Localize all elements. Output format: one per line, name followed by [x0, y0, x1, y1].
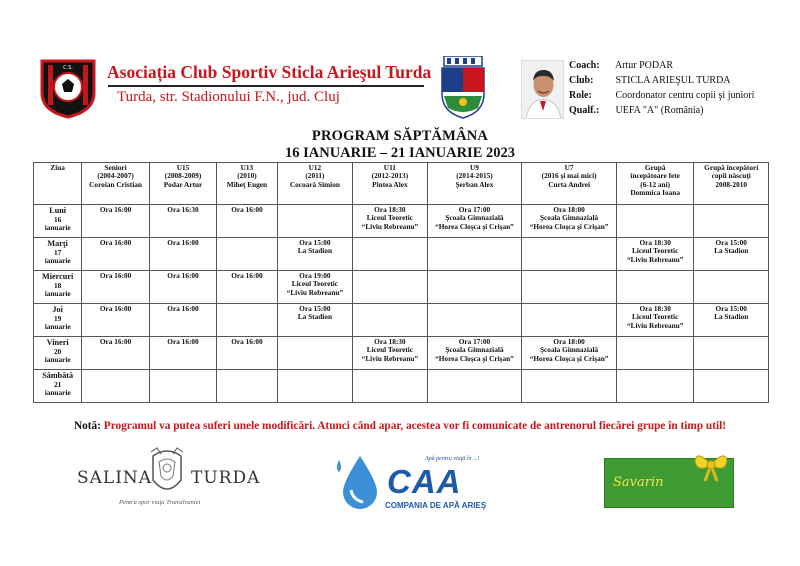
schedule-cell	[353, 337, 428, 370]
table-row	[34, 337, 769, 370]
session-line: Ora 17:00	[458, 205, 491, 214]
session-line: Ora 16:30	[167, 205, 199, 214]
club-address: Turda, str. Stadionului F.N., jud. Cluj	[117, 89, 340, 105]
header-group	[427, 163, 522, 205]
day-name: Joi	[52, 305, 63, 314]
schedule-cell	[694, 238, 769, 271]
header-line: Curta Andrei	[548, 179, 591, 189]
schedule-cell	[149, 370, 216, 403]
program-date-range: 16 IANUARIE – 21 IANUARIE 2023	[284, 145, 515, 161]
session-line: “Liviu Rebreanu”	[626, 320, 684, 330]
header-line: U9	[470, 163, 479, 172]
schedule-cell	[353, 205, 428, 238]
schedule-cell	[149, 337, 216, 370]
day-date: 16	[54, 215, 62, 224]
header-line: (2010)	[237, 171, 257, 181]
program-title: PROGRAM SĂPTĂMÂNA	[311, 128, 489, 144]
salina-word: SALINA	[77, 468, 153, 488]
session-line: Ora 18:30	[639, 238, 671, 247]
session-line: “Horea Cloşca şi Crişan”	[529, 221, 609, 231]
header-group	[522, 163, 617, 205]
schedule-cell	[522, 337, 617, 370]
schedule-cell	[694, 205, 769, 238]
session-line: Ora 16:00	[99, 271, 132, 280]
day-date: 21	[54, 380, 62, 389]
header-line: Seniori	[104, 163, 127, 172]
schedule-cell	[427, 271, 522, 304]
schedule-cell	[277, 238, 353, 271]
schedule-cell	[353, 238, 428, 271]
session-line: Ora 16:00	[167, 337, 199, 346]
schedule-cell	[82, 238, 149, 271]
schedule-cell	[616, 205, 694, 238]
day-date: ianuarie	[44, 322, 71, 332]
day-cell	[34, 238, 82, 271]
session-line: Ora 18:30	[639, 304, 671, 313]
header-line: 2008-2010	[715, 179, 748, 189]
schedule-cell	[616, 337, 694, 370]
header-line: Podar Artur	[163, 179, 203, 189]
header-group	[149, 163, 216, 205]
day-date: ianuarie	[44, 256, 71, 266]
header-group	[217, 163, 277, 205]
coach-row-role	[569, 88, 754, 103]
header-line: Şerban Alex	[455, 179, 494, 189]
schedule-cell	[217, 238, 277, 271]
coach-value: Artur PODAR	[614, 60, 674, 71]
schedule-cell	[277, 337, 353, 370]
session-line: Ora 18:30	[374, 205, 406, 214]
header-line: (6-12 ani)	[640, 179, 671, 189]
session-line: “Horea Cloşca şi Crişan”	[529, 353, 609, 363]
table-row	[34, 205, 769, 238]
day-date: 19	[54, 314, 62, 323]
session-line: Ora 16:00	[99, 337, 132, 346]
day-name: Marţi	[47, 239, 68, 248]
schedule-cell	[82, 205, 149, 238]
schedule-cell	[82, 304, 149, 337]
schedule-cell	[616, 271, 694, 304]
header-group	[277, 163, 353, 205]
table-body	[34, 205, 769, 403]
schedule-cell	[82, 337, 149, 370]
schedule-cell	[149, 304, 216, 337]
coach-portrait-icon	[522, 61, 564, 119]
session-line: Ora 15:00	[299, 304, 331, 313]
day-cell	[34, 271, 82, 304]
note-text: Programul va putea suferi unele modificări. Atunci când apar, acestea vor fi comunicate de antrenorul fiecărei grupe în timp util!	[103, 420, 727, 432]
header-line: U15	[176, 163, 190, 172]
schedule-cell	[694, 337, 769, 370]
schedule-cell	[616, 304, 694, 337]
schedule-cell	[149, 238, 216, 271]
schedule-cell	[522, 271, 617, 304]
savarin-name: Savarin	[613, 475, 664, 490]
session-line: Şcoala Gimnazială	[445, 345, 504, 355]
header-line: (2014-2015)	[456, 171, 493, 181]
session-line: Ora 15:00	[715, 238, 747, 247]
header-line: (2008-2009)	[164, 171, 202, 181]
table-row	[34, 238, 769, 271]
session-line: Ora 19:00	[299, 271, 331, 280]
header-group	[694, 163, 769, 205]
schedule-cell	[353, 304, 428, 337]
salina-emblem-icon	[147, 446, 187, 502]
schedule-cell	[353, 271, 428, 304]
session-line: Ora 16:00	[231, 271, 263, 280]
sponsor-salina-turda	[75, 446, 261, 516]
header-line: Grupă	[644, 163, 666, 172]
schedule-cell	[82, 370, 149, 403]
header-day	[34, 163, 82, 205]
day-cell	[34, 370, 82, 403]
schedule-cell	[427, 238, 522, 271]
schedule-table	[33, 162, 769, 403]
session-line: Ora 16:00	[231, 205, 263, 214]
coach-photo	[521, 60, 564, 119]
session-line: “Liviu Rebreanu”	[626, 254, 684, 264]
salina-tagline: Pentru spor viaţa Transilvaniei	[119, 499, 201, 506]
schedule-cell	[353, 370, 428, 403]
club-name: Asociația Club Sportiv Sticla Arieşul Turda	[107, 62, 432, 82]
day-date: 20	[54, 347, 62, 356]
header-line: copii născuţi	[711, 171, 751, 181]
day-name: Luni	[49, 206, 67, 215]
day-cell	[34, 205, 82, 238]
sponsor-savarin	[604, 458, 734, 508]
note-label: Notă:	[73, 420, 101, 432]
day-name: Vineri	[46, 338, 69, 347]
coach-row-club	[569, 73, 754, 88]
session-line: Ora 18:30	[374, 337, 406, 346]
schedule-cell	[694, 370, 769, 403]
table-row	[34, 304, 769, 337]
header-line: U7	[564, 163, 574, 172]
day-date: ianuarie	[44, 355, 71, 365]
water-drop-icon	[333, 452, 387, 512]
header-line: U12	[308, 163, 322, 172]
session-line: Liceul Teoretic	[632, 312, 679, 322]
club-label: Club:	[569, 75, 594, 86]
session-line: Ora 16:00	[99, 205, 132, 214]
schedule-cell	[217, 271, 277, 304]
session-line: Şcoala Gimnazială	[540, 213, 599, 223]
session-line: Liceul Teoretic	[632, 246, 679, 256]
schedule-cell	[149, 271, 216, 304]
table-row	[34, 271, 769, 304]
header-line: U11	[383, 163, 396, 172]
yellow-bow-icon	[691, 447, 731, 483]
table-header-row	[34, 163, 769, 205]
header-line: Miheţ Eugen	[226, 179, 268, 189]
session-line: Ora 16:00	[167, 271, 199, 280]
schedule-cell	[217, 205, 277, 238]
schedule-cell	[522, 238, 617, 271]
session-line: “Liviu Rebreanu”	[361, 353, 419, 363]
coach-label: Coach:	[569, 60, 600, 71]
day-date: 17	[54, 248, 62, 257]
header-group	[82, 163, 149, 205]
header-group	[616, 163, 694, 205]
club-value: STICLA ARIEŞUL TURDA	[615, 75, 731, 86]
session-line: Ora 15:00	[715, 304, 747, 313]
session-line: “Horea Cloşca şi Crişan”	[435, 353, 514, 363]
coach-row-name	[569, 58, 754, 73]
schedule-cell	[277, 271, 353, 304]
schedule-cell	[522, 304, 617, 337]
caa-tagline: Apă pentru viaţă în ...!	[425, 456, 480, 462]
schedule-cell	[694, 271, 769, 304]
session-line: “Liviu Rebreanu”	[361, 221, 419, 231]
header-group	[353, 163, 428, 205]
session-line: “Horea Cloşca şi Crişan”	[435, 221, 514, 231]
session-line: Ora 16:00	[231, 337, 263, 346]
session-line: Şcoala Gimnazială	[445, 213, 504, 223]
header-line: Coroian Cristian	[89, 179, 142, 189]
session-line: La Stadion	[297, 246, 333, 256]
session-line: Ora 18:00	[553, 337, 585, 346]
schedule-cell	[522, 205, 617, 238]
schedule-cell	[427, 304, 522, 337]
day-cell	[34, 337, 82, 370]
session-line: La Stadion	[714, 246, 749, 256]
session-line: La Stadion	[297, 312, 333, 322]
header-line: Pintea Alex	[372, 179, 408, 189]
sponsor-caa	[333, 448, 503, 516]
session-line: Ora 16:00	[99, 238, 132, 247]
role-value: Coordonator centru copii şi juniori	[615, 90, 755, 101]
schedule-cell	[694, 304, 769, 337]
header-line: (2011)	[305, 171, 325, 181]
schedule-cell	[149, 205, 216, 238]
day-name: Miercuri	[42, 272, 74, 281]
turda-word: TURDA	[191, 468, 261, 488]
session-line: Ora 18:00	[553, 205, 585, 214]
session-line: Ora 16:00	[99, 304, 132, 313]
session-line: Ora 17:00	[458, 337, 491, 346]
schedule-cell	[522, 370, 617, 403]
header-line: Cocoară Simion	[289, 179, 340, 189]
qualification-value: UEFA "A" (România)	[615, 105, 704, 116]
schedule-cell	[217, 337, 277, 370]
header-line: Grupă începători	[704, 163, 759, 172]
coach-row-qualification	[569, 103, 754, 118]
svg-text:C.S.: C.S.	[63, 65, 73, 71]
session-line: Şcoala Gimnazială	[540, 345, 599, 355]
schedule-cell	[277, 304, 353, 337]
day-name: Sâmbătă	[42, 371, 74, 380]
session-line: Liceul Teoretic	[291, 279, 339, 289]
header-line: (2012-2013)	[371, 171, 409, 181]
day-date: ianuarie	[44, 223, 71, 233]
header-divider	[108, 85, 424, 87]
caa-name: CAA	[387, 463, 462, 500]
schedule-cell	[427, 337, 522, 370]
schedule-cell	[82, 271, 149, 304]
schedule-cell	[427, 370, 522, 403]
day-date: ianuarie	[44, 388, 71, 398]
header-line: Dommica Ioana	[630, 188, 681, 198]
schedule-cell	[277, 370, 353, 403]
header-line: Ziua	[50, 163, 65, 172]
header-line: (2004-2007)	[97, 171, 134, 181]
note	[0, 420, 800, 432]
schedule-cell	[217, 370, 277, 403]
schedule-cell	[616, 238, 694, 271]
club-logo-icon	[38, 57, 98, 119]
session-line: La Stadion	[714, 312, 749, 322]
schedule-cell	[217, 304, 277, 337]
header-line: U13	[240, 163, 254, 172]
role-label: Role:	[569, 90, 592, 101]
session-line: Liceul Teoretic	[366, 213, 414, 223]
schedule-cell	[427, 205, 522, 238]
session-line: Liceul Teoretic	[366, 345, 414, 355]
caa-subtitle: COMPANIA DE APĂ ARIEŞ	[385, 501, 487, 510]
schedule-cell	[616, 370, 694, 403]
session-line: Ora 16:00	[167, 304, 199, 313]
city-crest-icon	[438, 56, 488, 119]
day-date: 18	[54, 281, 62, 290]
schedule-cell	[277, 205, 353, 238]
session-line: Ora 16:00	[167, 238, 199, 247]
qualification-label: Qualf.:	[569, 105, 600, 116]
table-row	[34, 370, 769, 403]
header-line: (2016 şi mai mici)	[541, 171, 597, 181]
session-line: Ora 15:00	[299, 238, 331, 247]
day-cell	[34, 304, 82, 337]
coach-info	[569, 58, 754, 118]
header-line: începătoare fete	[630, 171, 680, 181]
session-line: “Liviu Rebreanu”	[286, 287, 344, 297]
day-date: ianuarie	[44, 289, 71, 299]
